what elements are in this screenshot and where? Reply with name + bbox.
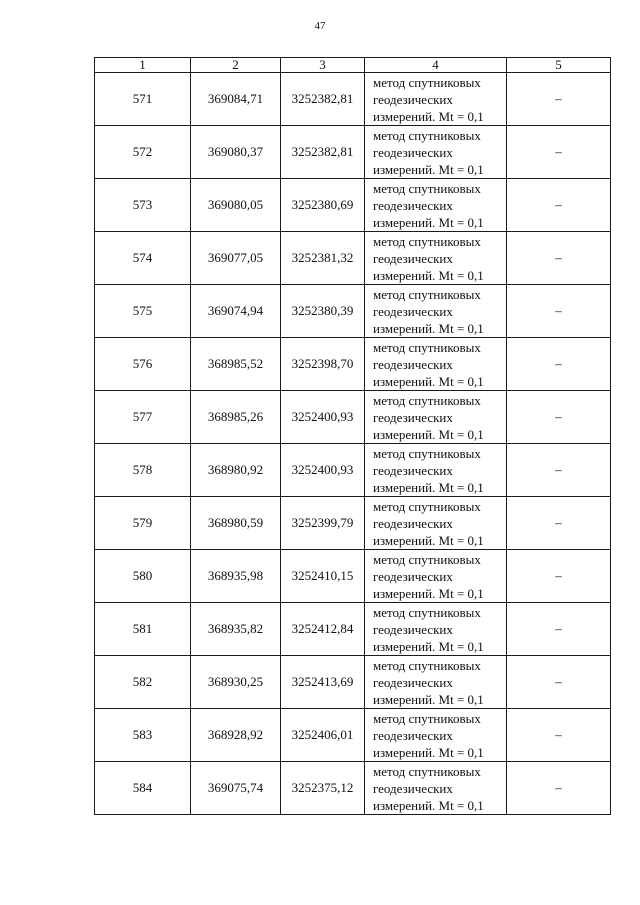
point-number-cell: 581: [95, 603, 191, 656]
point-number-cell: 575: [95, 285, 191, 338]
note-cell: –: [507, 444, 611, 497]
table-row: [95, 656, 611, 709]
method-line: измерений. Mt = 0,1: [373, 161, 484, 177]
method-cell: [365, 762, 507, 815]
method-line: геодезических: [373, 144, 453, 160]
method-cell: [365, 285, 507, 338]
method-line: метод спутниковых: [373, 74, 481, 90]
x-coordinate-cell: 368928,92: [191, 709, 281, 762]
x-coordinate-cell: 369084,71: [191, 73, 281, 126]
x-coordinate-cell: 368985,26: [191, 391, 281, 444]
column-header-1: 1: [95, 58, 191, 73]
table-header-row: [95, 58, 611, 73]
method-line: измерений. Mt = 0,1: [373, 797, 484, 813]
x-coordinate-cell: 368930,25: [191, 656, 281, 709]
table-row: [95, 762, 611, 815]
method-line: метод спутниковых: [373, 498, 481, 514]
method-line: геодезических: [373, 621, 453, 637]
method-line: геодезических: [373, 303, 453, 319]
note-cell: –: [507, 497, 611, 550]
y-coordinate-cell: 3252406,01: [281, 709, 365, 762]
method-line: метод спутниковых: [373, 180, 481, 196]
y-coordinate-cell: 3252398,70: [281, 338, 365, 391]
note-cell: –: [507, 550, 611, 603]
note-cell: –: [507, 709, 611, 762]
point-number-cell: 571: [95, 73, 191, 126]
point-number-cell: 578: [95, 444, 191, 497]
method-line: геодезических: [373, 780, 453, 796]
method-cell: [365, 603, 507, 656]
coordinates-table: [94, 57, 611, 815]
method-line: метод спутниковых: [373, 127, 481, 143]
table-body: [95, 58, 611, 815]
point-number-cell: 574: [95, 232, 191, 285]
method-line: измерений. Mt = 0,1: [373, 214, 484, 230]
method-line: геодезических: [373, 674, 453, 690]
method-line: измерений. Mt = 0,1: [373, 267, 484, 283]
note-cell: –: [507, 338, 611, 391]
method-line: измерений. Mt = 0,1: [373, 108, 484, 124]
x-coordinate-cell: 368980,59: [191, 497, 281, 550]
note-cell: –: [507, 232, 611, 285]
method-line: метод спутниковых: [373, 445, 481, 461]
method-line: измерений. Mt = 0,1: [373, 691, 484, 707]
method-line: метод спутниковых: [373, 710, 481, 726]
method-line: геодезических: [373, 250, 453, 266]
x-coordinate-cell: 369075,74: [191, 762, 281, 815]
method-cell: [365, 497, 507, 550]
table-row: [95, 497, 611, 550]
method-line: метод спутниковых: [373, 604, 481, 620]
table-row: [95, 709, 611, 762]
point-number-cell: 572: [95, 126, 191, 179]
table-row: [95, 444, 611, 497]
method-line: измерений. Mt = 0,1: [373, 479, 484, 495]
table-row: [95, 232, 611, 285]
point-number-cell: 573: [95, 179, 191, 232]
x-coordinate-cell: 369077,05: [191, 232, 281, 285]
x-coordinate-cell: 368935,82: [191, 603, 281, 656]
y-coordinate-cell: 3252382,81: [281, 126, 365, 179]
method-line: измерений. Mt = 0,1: [373, 744, 484, 760]
method-line: измерений. Mt = 0,1: [373, 426, 484, 442]
method-line: измерений. Mt = 0,1: [373, 532, 484, 548]
y-coordinate-cell: 3252400,93: [281, 391, 365, 444]
y-coordinate-cell: 3252410,15: [281, 550, 365, 603]
x-coordinate-cell: 368980,92: [191, 444, 281, 497]
column-header-3: 3: [281, 58, 365, 73]
point-number-cell: 582: [95, 656, 191, 709]
x-coordinate-cell: 368935,98: [191, 550, 281, 603]
table-row: [95, 73, 611, 126]
method-line: геодезических: [373, 356, 453, 372]
note-cell: –: [507, 656, 611, 709]
method-cell: [365, 73, 507, 126]
method-line: метод спутниковых: [373, 339, 481, 355]
method-line: метод спутниковых: [373, 551, 481, 567]
method-line: геодезических: [373, 462, 453, 478]
table-row: [95, 338, 611, 391]
method-cell: [365, 709, 507, 762]
column-header-2: 2: [191, 58, 281, 73]
x-coordinate-cell: 369080,05: [191, 179, 281, 232]
note-cell: –: [507, 285, 611, 338]
y-coordinate-cell: 3252380,39: [281, 285, 365, 338]
point-number-cell: 577: [95, 391, 191, 444]
x-coordinate-cell: 369074,94: [191, 285, 281, 338]
point-number-cell: 576: [95, 338, 191, 391]
method-line: измерений. Mt = 0,1: [373, 320, 484, 336]
method-line: метод спутниковых: [373, 392, 481, 408]
method-line: геодезических: [373, 568, 453, 584]
method-line: геодезических: [373, 409, 453, 425]
method-line: измерений. Mt = 0,1: [373, 585, 484, 601]
method-line: измерений. Mt = 0,1: [373, 638, 484, 654]
table-row: [95, 285, 611, 338]
method-cell: [365, 391, 507, 444]
method-line: метод спутниковых: [373, 286, 481, 302]
y-coordinate-cell: 3252400,93: [281, 444, 365, 497]
table-row: [95, 550, 611, 603]
point-number-cell: 580: [95, 550, 191, 603]
method-cell: [365, 179, 507, 232]
method-cell: [365, 232, 507, 285]
point-number-cell: 584: [95, 762, 191, 815]
x-coordinate-cell: 369080,37: [191, 126, 281, 179]
method-cell: [365, 338, 507, 391]
column-header-4: 4: [365, 58, 507, 73]
column-header-5: 5: [507, 58, 611, 73]
method-line: геодезических: [373, 197, 453, 213]
y-coordinate-cell: 3252413,69: [281, 656, 365, 709]
point-number-cell: 583: [95, 709, 191, 762]
method-line: геодезических: [373, 727, 453, 743]
y-coordinate-cell: 3252382,81: [281, 73, 365, 126]
method-cell: [365, 550, 507, 603]
y-coordinate-cell: 3252375,12: [281, 762, 365, 815]
y-coordinate-cell: 3252399,79: [281, 497, 365, 550]
method-line: геодезических: [373, 515, 453, 531]
table-row: [95, 126, 611, 179]
note-cell: –: [507, 126, 611, 179]
method-cell: [365, 444, 507, 497]
method-line: метод спутниковых: [373, 657, 481, 673]
method-line: геодезических: [373, 91, 453, 107]
method-line: измерений. Mt = 0,1: [373, 373, 484, 389]
y-coordinate-cell: 3252412,84: [281, 603, 365, 656]
table-row: [95, 391, 611, 444]
y-coordinate-cell: 3252381,32: [281, 232, 365, 285]
point-number-cell: 579: [95, 497, 191, 550]
note-cell: –: [507, 73, 611, 126]
note-cell: –: [507, 762, 611, 815]
page-number: 47: [314, 20, 326, 32]
method-cell: [365, 126, 507, 179]
x-coordinate-cell: 368985,52: [191, 338, 281, 391]
note-cell: –: [507, 391, 611, 444]
note-cell: –: [507, 179, 611, 232]
table-row: [95, 179, 611, 232]
note-cell: –: [507, 603, 611, 656]
method-line: метод спутниковых: [373, 233, 481, 249]
table-row: [95, 603, 611, 656]
y-coordinate-cell: 3252380,69: [281, 179, 365, 232]
method-line: метод спутниковых: [373, 763, 481, 779]
method-cell: [365, 656, 507, 709]
